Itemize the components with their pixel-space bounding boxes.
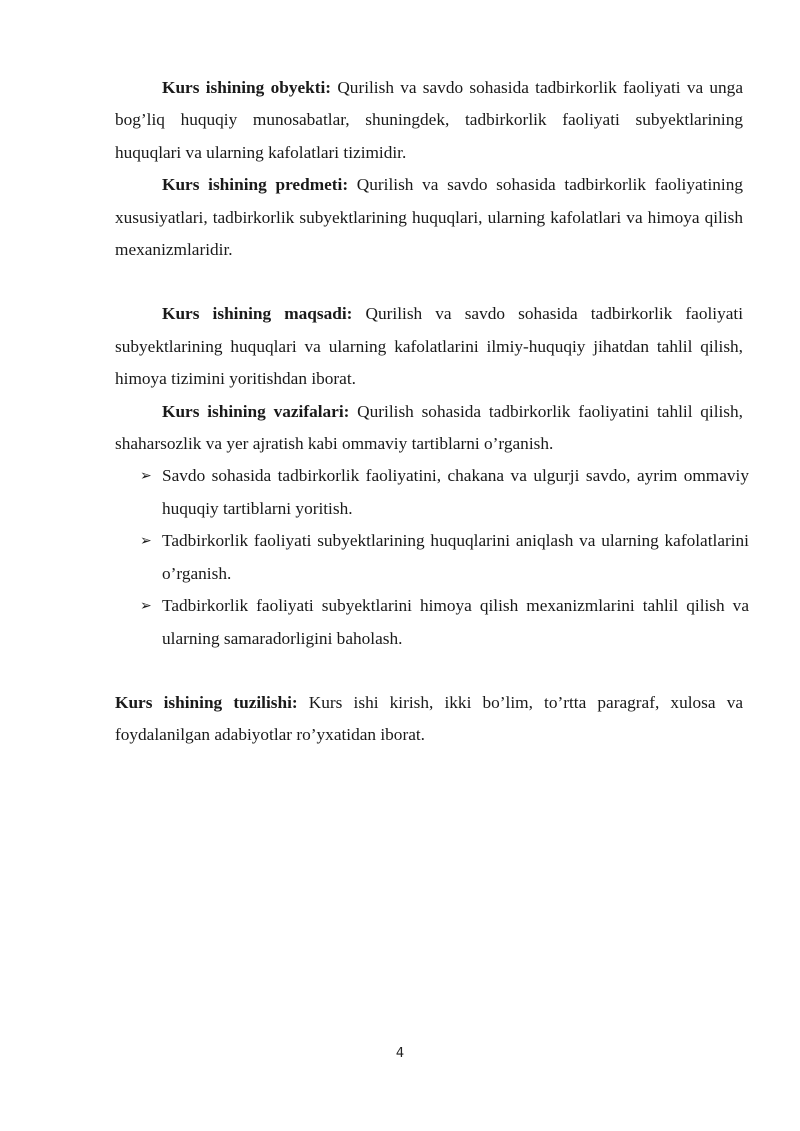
list-item (115, 525, 749, 590)
subject-paragraph (115, 169, 743, 266)
arrow-bullet-icon: ➢ (140, 533, 152, 550)
structure-paragraph (115, 687, 743, 752)
object-text: Qurilish va savdo sohasida tadbirkorlik faoliyati va unga bog’liq huquqiy munosabatlar, shuningdek, tadbirkorlik faoliyati subyektlarining huquqlari va ularning kafolatlari tizimidir. (115, 78, 743, 162)
subject-heading: Kurs ishining predmeti: (162, 175, 349, 195)
tasks-paragraph (115, 396, 743, 461)
goal-paragraph (115, 298, 743, 395)
paragraph-gap (115, 655, 743, 687)
arrow-bullet-icon: ➢ (140, 598, 152, 615)
document-page (115, 72, 749, 752)
tasks-list (115, 460, 749, 654)
arrow-bullet-icon: ➢ (140, 468, 152, 485)
tasks-text: Qurilish sohasida tadbirkorlik faoliyatini tahlil qilish, shaharsozlik va yer ajratish kabi ommaviy tartiblarni o’rganish. (115, 401, 743, 454)
list-item-text: Savdo sohasida tadbirkorlik faoliyatini, chakana va ulgurji savdo, ayrim ommaviy huquqiy tartiblarni yoritish. (162, 466, 749, 518)
object-paragraph (115, 72, 743, 169)
structure-text: Kurs ishi kirish, ikki bo’lim, to’rtta paragraf, xulosa va foydalanilgan adabiyotlar ro’yxatidan iborat. (115, 692, 743, 745)
structure-heading: Kurs ishining tuzilishi: (115, 692, 298, 712)
list-item (115, 460, 749, 525)
paragraph-gap (115, 266, 743, 298)
page-number: 4 (395, 1046, 405, 1061)
list-item-text: Tadbirkorlik faoliyati subyektlarining huquqlarini aniqlash va ularning kafolatlarini o’rganish. (162, 531, 749, 583)
object-heading: Kurs ishining obyekti: (162, 78, 332, 97)
subject-text: Qurilish va savdo sohasida tadbirkorlik faoliyatining xususiyatlari, tadbirkorlik subyektlarining huquqlari, ularning kafolatlari va himoya qilish mexanizmlaridir. (115, 175, 743, 260)
goal-text: Qurilish va savdo sohasida tadbirkorlik faoliyati subyektlarining huquqlari va ularning kafolatlarini ilmiy-huquqiy jihatdan tahlil qilish, himoya tizimini yoritishdan iborat. (115, 304, 743, 389)
list-item (115, 590, 749, 655)
goal-heading: Kurs ishining maqsadi: (162, 304, 353, 324)
tasks-heading: Kurs ishining vazifalari: (162, 401, 350, 421)
list-item-text: Tadbirkorlik faoliyati subyektlarini himoya qilish mexanizmlarini tahlil qilish va ularning samaradorligini baholash. (162, 596, 749, 648)
